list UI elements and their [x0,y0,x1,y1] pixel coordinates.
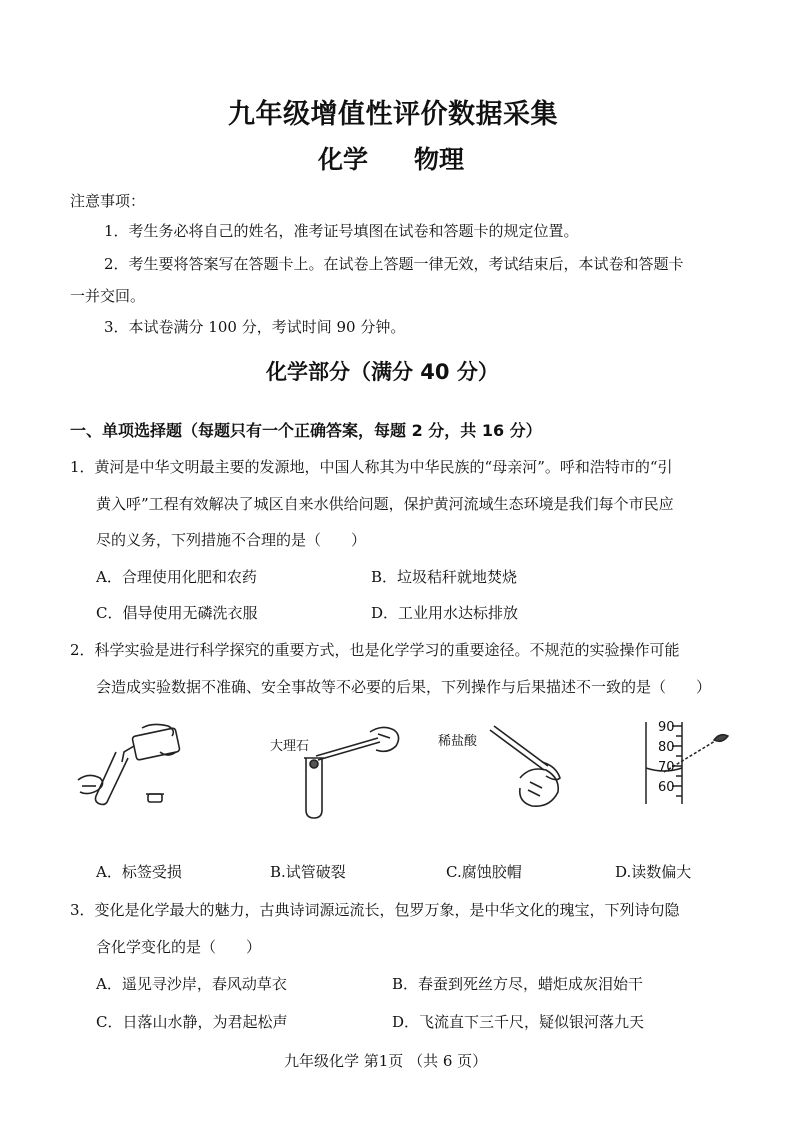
q2-line-2: 会造成实验数据不准确、安全事故等不必要的后果，下列操作与后果描述不一致的是（ ） [96,678,712,696]
hcl-label: 稀盐酸 [438,734,478,749]
q2-option-a: A．标签受损 [96,863,182,881]
page-title: 九年级增值性评价数据采集 [228,99,558,130]
figure-pouring-liquid [72,722,192,812]
figure-dropper [480,722,600,822]
notice-item-1: 1．考生务必将自己的姓名，准考证号填图在试卷和答题卡的规定位置。 [104,222,579,240]
q1-line-1: 1．黄河是中华文明最主要的发源地，中国人称其为中华民族的“母亲河”。呼和浩特市的“引 [70,458,673,476]
figure-graduated-cylinder [640,718,740,810]
q1-option-b: B．垃圾秸秆就地焚烧 [371,568,518,586]
subject-chemistry: 化学 [318,145,369,174]
page-footer: 九年级化学 第1页 （共 6 页） [284,1052,488,1070]
notice-item-2: 2．考生要将答案写在答题卡上。在试卷上答题一律无效，考试结束后，本试卷和答题卡 [104,255,684,273]
q3-option-a: A．遥见寻沙岸，春风动草衣 [96,975,287,993]
notice-heading: 注意事项： [70,192,146,210]
tick-70: 70 [658,760,675,775]
notice-item-3: 3．本试卷满分 100 分，考试时间 90 分钟。 [104,318,406,336]
tick-60: 60 [658,780,675,795]
q3-option-b: B．春蚕到死丝方尽，蜡炬成灰泪始干 [392,975,644,993]
q2-option-b: B.试管破裂 [270,863,346,881]
q1-line-3: 尽的义务，下列措施不合理的是（ ） [96,531,367,549]
section-title: 化学部分（满分 40 分） [266,360,499,384]
q1-option-c: C．倡导使用无磷洗衣服 [96,604,258,622]
q1-line-2: 黄入呼”工程有效解决了城区自来水供给问题，保护黄河流域生态环境是我们每个市民应 [96,495,674,513]
q2-option-d: D.读数偏大 [615,863,692,881]
q1-option-a: A．合理使用化肥和农药 [96,568,257,586]
tick-80: 80 [658,740,675,755]
q3-option-d: D．飞流直下三千尺，疑似银河落九天 [392,1013,645,1031]
figure-marble-test-tube [286,720,406,820]
tick-90: 90 [658,720,675,735]
q2-line-1: 2．科学实验是进行科学探究的重要方式，也是化学学习的重要途径。不规范的实验操作可能 [70,641,680,659]
part-heading: 一、单项选择题（每题只有一个正确答案，每题 2 分，共 16 分） [70,421,542,440]
q3-option-c: C．日落山水静，为君起松声 [96,1013,288,1031]
marble-label: 大理石 [270,739,310,754]
notice-item-2-cont: 一并交回。 [70,287,146,305]
subject-physics: 物理 [414,145,465,174]
q2-option-c: C.腐蚀胶帽 [446,863,522,881]
q1-option-d: D．工业用水达标排放 [371,604,519,622]
q3-line-1: 3．变化是化学最大的魅力，古典诗词源远流长，包罗万象，是中华文化的瑰宝，下列诗句隐 [70,901,680,919]
q3-line-2: 含化学变化的是（ ） [96,938,262,956]
